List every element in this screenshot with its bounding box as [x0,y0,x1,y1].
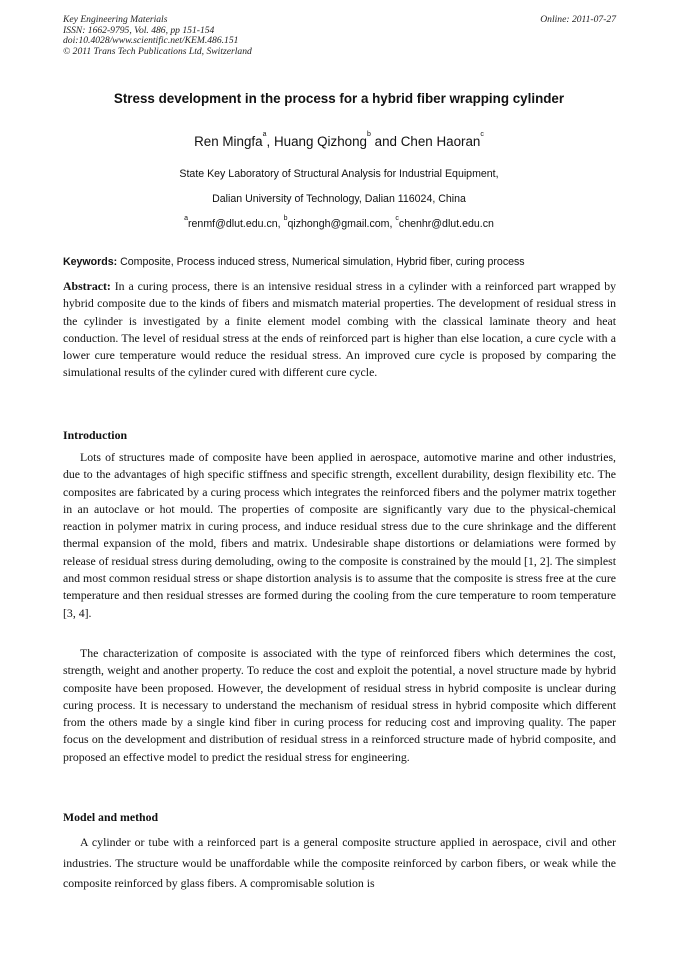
author-separator: , [266,134,274,149]
keywords-text: Composite, Process induced stress, Numerical simulation, Hybrid fiber, curing process [117,256,525,268]
author-marker: c [480,131,484,138]
online-date: Online: 2011-07-27 [540,14,616,25]
email-address: chenhr@dlut.edu.cn [398,218,494,230]
email-address: renmf@dlut.edu.cn, [188,218,284,230]
author-name: Huang Qizhong [273,134,368,149]
affiliation-line: State Key Laboratory of Structural Analysis for Industrial Equipment, [179,168,499,180]
section-heading-introduction: Introduction [63,428,128,442]
email-marker: c [395,215,399,222]
email-marker: b [283,215,288,222]
section-heading-model: Model and method [63,810,159,824]
keywords-label: Keywords: [63,256,118,268]
author-separator: and [370,134,401,149]
abstract-text: In a curing process, there is an intensive residual stress in a cylinder with a reinforced part wrapped by hybrid composite due to the kinds of fibers and mismatch material properties. The development of residual stress in the cylinder is investigated by a finite element model combing with the classical laminate theory and heat conduction. The level of residual stress at the ends of reinforced part is higher than else location, a cure cycle with a lower cure temperature would reduce the residual stress. An improved cure cycle is proposed by comparing the simulational results of the cylinder cured with different cure cycle. [63,279,616,380]
abstract [63,278,616,382]
keywords [63,256,616,269]
body-paragraph: The characterization of composite is associated with the type of reinforced fibers which determines the cost, strength, weight and another property. To reduce the cost and exploit the potential, a novel structure made by hybrid composite have been proposed. However, the development of residual stress in hybrid composite is unclear during curing process. It is necessary to understand the mechanism of residual stress in hybrid composite which different from the others made by a single kind fiber in curing process for reducing cost and improving quality. The paper focus on the development and distribution of residual stress in a reinforced structure made of hybrid composite, and proposed an effective model to predict the residual stress for engineering. [63,646,616,764]
issn-line: ISSN: 1662-9795, Vol. 486, pp 151-154 [63,24,215,36]
affiliation-line: Dalian University of Technology, Dalian 116024, China [212,193,466,205]
copyright-line: © 2011 Trans Tech Publications Ltd, Switzerland [63,45,252,57]
author-marker: a [262,131,267,138]
journal-name: Key Engineering Materials [63,14,168,25]
abstract-label: Abstract: [63,279,111,293]
email-line [40,215,638,231]
author-list [40,131,638,150]
body-paragraph: Lots of structures made of composite have been applied in aerospace, automotive marine and other industries, due to the advantages of high specific stiffness and specific strength, excellent durability, design flexibility etc. The composites are fabricated by a curing process which integrates the reinforced fibers and the polymer matrix together in an autoclave or hot mould. The properties of composite are significantly vary due to the physical-chemical reaction in polymer matrix in curing process, and induce residual stress due to the cure shrinkage and the different thermal expansion of the mold, fibers and matrix. Undesirable shape distortions or delamiations were formed by release of residual stress during demoluding, owing to the composite is constrained by the mould [1, 2]. The simplest and most common residual stress or shape distortion analysis is to assume that the composite is stress free at the cure temperature and then residual stresses are formed during the cooling from the cure temperature to room temperature [3, 4]. [63,450,616,620]
email-marker: a [184,215,189,222]
body-paragraph: A cylinder or tube with a reinforced part is a general composite structure applied in aerospace, civil and other industries. The structure would be unaffordable while the composite reinforced by carbon fibers, or weak while the composite reinforced by glass fibers. A compromisable solution is [63,835,616,890]
author-name: Ren Mingfa [194,134,263,149]
author-name: Chen Haoran [400,134,481,149]
journal-header [63,15,616,57]
paper-title: Stress development in the process for a hybrid fiber wrapping cylinder [113,91,565,106]
author-marker: b [367,131,371,138]
email-address: qizhongh@gmail.com, [287,218,396,230]
doi-line: doi:10.4028/www.scientific.net/KEM.486.151 [63,35,239,47]
